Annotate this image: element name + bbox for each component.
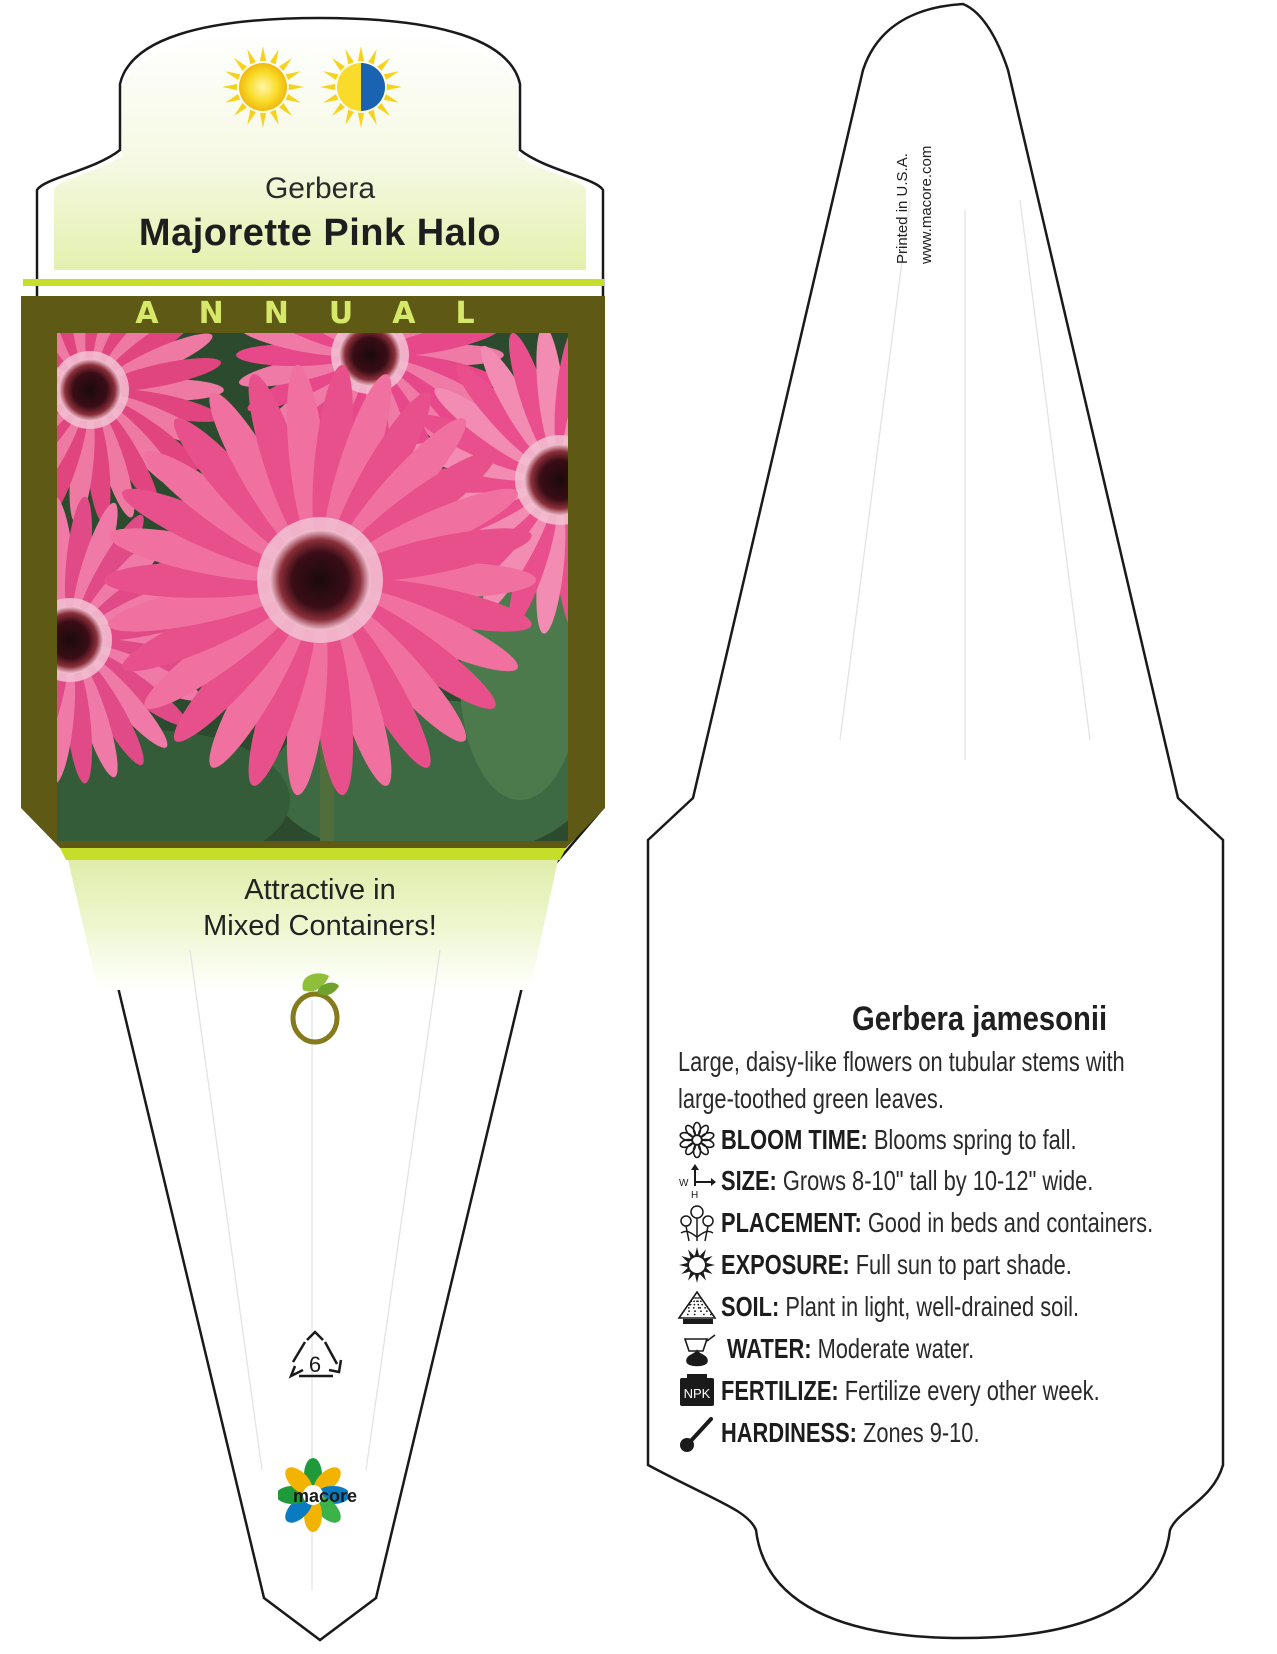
care-row-exposure — [677, 1245, 1171, 1285]
brand-name: macore — [292, 1486, 358, 1506]
bloom-icon — [677, 1121, 717, 1159]
care-row-placement — [677, 1203, 1275, 1243]
exposure-icon — [677, 1246, 717, 1284]
leaf-logo-icon — [285, 968, 345, 1048]
hardiness-label: HARDINESS: — [721, 1417, 857, 1448]
part-sun-icon — [318, 44, 404, 130]
npk-text: NPK — [683, 1386, 711, 1401]
fertilize-icon — [677, 1372, 717, 1410]
size-label: SIZE: — [721, 1165, 777, 1196]
care-row-hardiness — [677, 1413, 1052, 1453]
placement-icon — [677, 1204, 717, 1242]
hardiness-icon — [677, 1414, 717, 1452]
tagline-line1: Attractive in — [244, 874, 396, 906]
size-icon — [677, 1162, 717, 1200]
placement-value: Good in beds and containers. — [867, 1207, 1154, 1238]
fertilize-label: FERTILIZE: — [721, 1375, 839, 1406]
tagline — [0, 872, 640, 944]
water-label: WATER: — [727, 1333, 812, 1364]
printed-info — [892, 58, 940, 264]
exposure-value: Full sun to part shade. — [855, 1249, 1072, 1280]
care-row-water — [677, 1329, 1044, 1369]
fertilize-value: Fertilize every other week. — [844, 1375, 1100, 1406]
bloom-value: Blooms spring to fall. — [873, 1124, 1077, 1155]
plant-genus: Gerbera — [264, 172, 376, 205]
care-row-soil — [677, 1287, 1180, 1327]
scientific-name: Gerbera jamesonii — [852, 1000, 1108, 1038]
exposure-label: EXPOSURE: — [721, 1249, 850, 1280]
soil-icon — [677, 1288, 717, 1326]
tagline-line2: Mixed Containers! — [203, 910, 437, 942]
size-icon-h: H — [691, 1190, 699, 1200]
plant-category: ANNUAL — [135, 296, 515, 331]
care-row-size — [677, 1161, 1198, 1201]
care-row-bloom — [677, 1120, 1177, 1160]
recycle-code: 6 — [308, 1352, 322, 1377]
bloom-label: BLOOM TIME: — [721, 1124, 868, 1155]
plant-variety: Majorette Pink Halo — [138, 212, 502, 254]
printed-website: www.macore.com — [918, 145, 935, 264]
water-icon — [677, 1330, 717, 1368]
placement-label: PLACEMENT: — [721, 1207, 862, 1238]
size-icon-w: W — [679, 1178, 689, 1189]
water-value: Moderate water. — [817, 1333, 975, 1364]
soil-value: Plant in light, well-drained soil. — [785, 1291, 1080, 1322]
care-row-fertilize — [677, 1371, 1206, 1411]
plant-description: Large, daisy-like flowers on tubular stems with large-toothed green leaves. — [678, 1046, 1125, 1114]
size-value: Grows 8-10" tall by 10-12" wide. — [782, 1165, 1094, 1196]
hardiness-value: Zones 9-10. — [862, 1417, 980, 1448]
full-sun-icon — [220, 44, 306, 130]
soil-label: SOIL: — [721, 1291, 780, 1322]
printed-location: Printed in U.S.A. — [894, 153, 911, 264]
